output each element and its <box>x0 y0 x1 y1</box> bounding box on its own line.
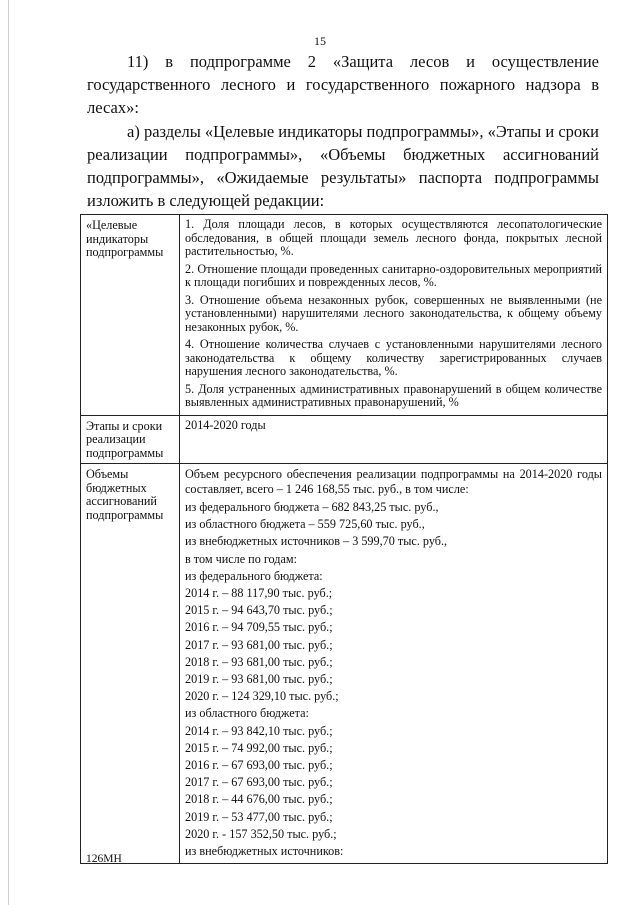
funding-line: 2014 г. – 88 117,90 тыс. руб.; <box>185 586 333 601</box>
page-number: 15 <box>314 34 326 48</box>
funding-line: из областного бюджета – 559 725,60 тыс. руб., <box>185 517 425 532</box>
indicator-item: 2. Отношение площади проведенных санитарно-оздоровительных мероприятий к площади погибших и поврежденных лесов, %. <box>185 261 602 289</box>
funding-line: из областного бюджета: <box>185 706 309 721</box>
funding-line: из федерального бюджета – 682 843,25 тыс. руб., <box>185 500 439 514</box>
funding-line: из внебюджетных источников – 3 599,70 тыс. руб., <box>185 534 448 549</box>
funding-line: 2016 г. – 67 693,00 тыс. руб.; <box>185 758 333 773</box>
table-row-stages <box>81 415 608 464</box>
indicators-cell <box>180 215 608 416</box>
funding-line: в том числе по годам: <box>185 551 297 566</box>
table-row-funding <box>81 464 608 864</box>
funding-line: 2019 г. – 93 681,00 тыс. руб.; <box>185 672 333 687</box>
funding-line: 2016 г. – 94 709,55 тыс. руб.; <box>185 620 333 635</box>
stages-label: Этапы и сроки реализации подпрограммы <box>81 415 180 464</box>
amendment-subitem-a: а) разделы «Целевые индикаторы подпрограммы», «Этапы и сроки реализации подпрограммы», «Объемы бюджетных ассигнований подпрограммы», «Ожидаемые результаты» паспорта подпрограммы изложить в следующей редакции: <box>87 122 599 210</box>
funding-label: Объемы бюджетных ассигнований подпрограммы <box>81 464 180 864</box>
funding-line: 2018 г. – 44 676,00 тыс. руб.; <box>185 792 333 807</box>
amendment-item-11: 11) в подпрограмме 2 «Защита лесов и осуществление государственного лесного и государственного пожарного надзора в лесах»: <box>87 52 599 117</box>
stages-value: 2014-2020 годы <box>180 415 608 464</box>
indicator-item: 3. Отношение объема незаконных рубок, совершенных не выявленными (не установленными) нарушителями лесного законодательства, к общему объему незаконных рубок, %. <box>185 292 602 334</box>
funding-cell <box>180 464 608 864</box>
table-row-indicators <box>81 215 608 416</box>
funding-line: 2020 г. – 124 329,10 тыс. руб.; <box>185 689 339 704</box>
document-code: 126МН <box>86 853 122 865</box>
funding-line: 2019 г. – 53 477,00 тыс. руб.; <box>185 809 333 824</box>
funding-line: 2015 г. – 94 643,70 тыс. руб.; <box>185 603 333 618</box>
funding-line: 2020 г. - 157 352,50 тыс. руб.; <box>185 826 337 841</box>
funding-line: 2017 г. – 93 681,00 тыс. руб.; <box>185 637 333 652</box>
indicator-item: 5. Доля устраненных административных правонарушений в общем количестве выявленных административных правонарушений, % <box>185 381 602 409</box>
funding-line: из внебюджетных источников: <box>185 844 344 859</box>
funding-line: 2017 г. – 67 693,00 тыс. руб.; <box>185 775 333 790</box>
funding-line: из федерального бюджета: <box>185 568 323 583</box>
indicator-item: 4. Отношение количества случаев с установленными нарушителями лесного законодательства к общему количеству зарегистрированных случаев нарушения лесного законодательства, %. <box>185 337 602 378</box>
scan-edge-line <box>8 0 9 905</box>
passport-table <box>80 214 608 864</box>
funding-lead: Объем ресурсного обеспечения реализации подпрограммы на 2014-2020 годы составляет, всего – 1 246 168,55 тыс. руб., в том числе: <box>185 467 602 496</box>
funding-line: 2014 г. – 93 842,10 тыс. руб.; <box>185 723 333 738</box>
funding-line: 2015 г. – 74 992,00 тыс. руб.; <box>185 740 333 755</box>
indicators-label: «Целевые индикаторы подпрограммы <box>81 215 180 416</box>
funding-line: 2018 г. – 93 681,00 тыс. руб.; <box>185 654 333 669</box>
indicator-item: 1. Доля площади лесов, в которых осуществляются лесопатологические обследования, в общей площади земель лесного фонда, покрытых лесной растительностью, %. <box>185 217 602 258</box>
